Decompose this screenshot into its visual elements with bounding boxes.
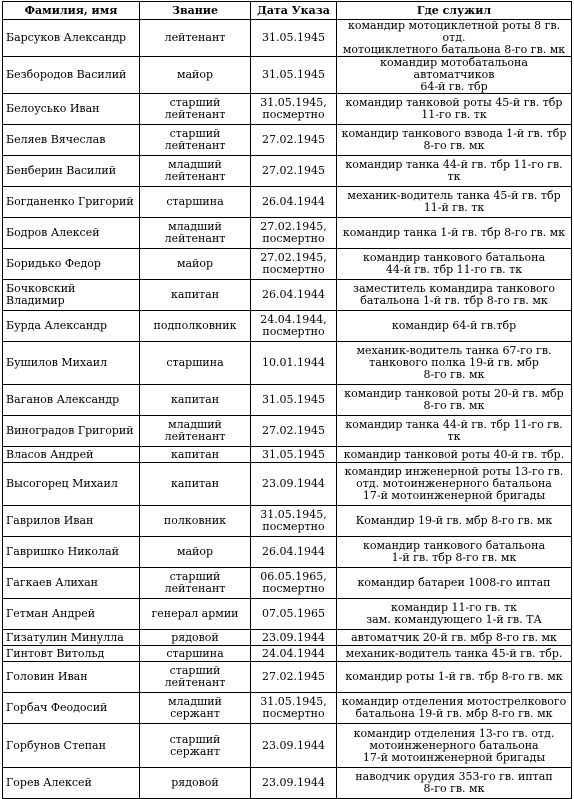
name-cell-text: Боридько Федор xyxy=(6,257,101,270)
rank-cell xyxy=(140,568,251,599)
table-row xyxy=(3,125,572,156)
date-cell-text: 10.01.1944 xyxy=(262,356,325,369)
place-cell-text: командир роты 1-й гв. тбр 8-го гв. мк xyxy=(345,670,563,683)
rank-cell xyxy=(140,630,251,646)
date-cell-text: 26.04.1944 xyxy=(262,195,325,208)
date-cell-text: 31.05.1945, посмертно xyxy=(260,695,327,720)
name-cell xyxy=(3,537,140,568)
place-cell xyxy=(337,463,572,506)
date-cell xyxy=(251,156,337,187)
place-cell xyxy=(337,416,572,447)
date-cell xyxy=(251,537,337,568)
place-cell xyxy=(337,218,572,249)
name-cell xyxy=(3,646,140,662)
date-cell-text: 23.09.1944 xyxy=(262,776,325,789)
rank-cell-text: капитан xyxy=(170,477,220,490)
rank-cell xyxy=(140,280,251,311)
name-cell xyxy=(3,506,140,537)
name-cell xyxy=(3,57,140,94)
table-row xyxy=(3,342,572,385)
place-cell xyxy=(337,57,572,94)
name-cell xyxy=(3,187,140,218)
rank-cell-text: старший лейтенант xyxy=(164,570,226,595)
rank-cell-text: старшина xyxy=(166,195,224,208)
name-cell-text: Высогорец Михаил xyxy=(6,477,118,490)
name-cell-text: Гинтовт Витольд xyxy=(6,646,105,660)
place-cell xyxy=(337,156,572,187)
date-cell-text: 23.09.1944 xyxy=(262,630,325,644)
place-cell-text: командир инженерной роты 13-го гв. отд. мотоинженерного батальона 17-й мотоинженерной бригады xyxy=(344,465,564,502)
rank-cell xyxy=(140,599,251,630)
date-cell xyxy=(251,218,337,249)
place-cell-text: командир 11-го гв. тк зам. командующего 1-й гв. ТА xyxy=(366,601,542,626)
place-cell-text: командир мотобатальона автоматчиков 64-й гв. тбр xyxy=(380,56,528,93)
date-cell xyxy=(251,724,337,768)
rank-cell xyxy=(140,94,251,125)
rank-cell-text: младший лейтенант xyxy=(164,418,226,443)
name-cell xyxy=(3,662,140,693)
name-cell-text: Барсуков Александр xyxy=(6,31,127,44)
date-cell xyxy=(251,280,337,311)
name-cell-text: Бодров Алексей xyxy=(6,226,100,239)
place-cell-text: командир танка 44-й гв. тбр 11-го гв. тк xyxy=(345,418,563,443)
date-cell-text: 23.09.1944 xyxy=(262,477,325,490)
date-cell-text: 31.05.1945 xyxy=(262,447,325,461)
place-cell-text: командир танкового батальона 44-й гв. тбр 11-го гв. тк xyxy=(362,251,546,276)
rank-cell xyxy=(140,57,251,94)
table-row xyxy=(3,662,572,693)
rank-cell-text: майор xyxy=(176,68,214,81)
place-cell-text: командир отделения мотострелкового батальона 19-й гв. мбр 8-го гв. мк xyxy=(341,695,567,720)
place-cell-text: командир 64-й гв.тбр xyxy=(391,319,517,332)
name-cell xyxy=(3,249,140,280)
date-cell-text: 27.02.1945 xyxy=(262,133,325,146)
name-cell xyxy=(3,463,140,506)
rank-cell xyxy=(140,20,251,57)
table-row xyxy=(3,416,572,447)
rank-cell-text: майор xyxy=(176,545,214,558)
place-cell-text: командир танка 1-й гв. тбр 8-го гв. мк xyxy=(342,226,566,239)
table-row xyxy=(3,187,572,218)
date-cell xyxy=(251,662,337,693)
name-cell xyxy=(3,311,140,342)
name-cell xyxy=(3,94,140,125)
place-cell xyxy=(337,280,572,311)
date-cell-text: 24.04.1944, посмертно xyxy=(260,313,327,338)
table-row xyxy=(3,94,572,125)
rank-cell-text: старшина xyxy=(166,356,224,369)
table-row xyxy=(3,447,572,463)
place-cell xyxy=(337,537,572,568)
name-cell xyxy=(3,385,140,416)
date-cell xyxy=(251,385,337,416)
rank-cell-text: рядовой xyxy=(171,776,219,789)
place-cell xyxy=(337,599,572,630)
date-cell xyxy=(251,447,337,463)
rank-cell-text: полковник xyxy=(163,514,227,527)
date-cell xyxy=(251,416,337,447)
rank-cell xyxy=(140,249,251,280)
rank-cell xyxy=(140,416,251,447)
name-cell-text: Беляев Вячеслав xyxy=(6,133,106,146)
place-cell-text: командир танковой роты 40-й гв. тбр. xyxy=(343,447,565,461)
name-cell xyxy=(3,218,140,249)
place-cell-text: командир танкового взвода 1-й гв. тбр 8-го гв. мк xyxy=(341,127,567,152)
name-cell xyxy=(3,342,140,385)
place-cell xyxy=(337,447,572,463)
date-cell xyxy=(251,94,337,125)
place-cell-text: командир танковой роты 20-й гв. мбр 8-го гв. мк xyxy=(344,387,564,412)
date-cell-text: 31.05.1945, посмертно xyxy=(260,96,327,121)
date-cell-text: 07.05.1965 xyxy=(262,607,325,620)
place-cell xyxy=(337,385,572,416)
table-row xyxy=(3,724,572,768)
place-cell-text: командир танковой роты 45-й гв. тбр 11-го гв. тк xyxy=(345,96,563,121)
name-cell xyxy=(3,156,140,187)
name-cell-text: Бурда Александр xyxy=(6,319,107,332)
name-cell-text: Бенберин Василий xyxy=(6,164,117,177)
place-cell-text: командир мотоциклетной роты 8 гв. отд. мотоциклетного батальона 8-го гв. мк xyxy=(342,19,566,56)
table-body xyxy=(3,20,572,799)
place-cell-text: заместитель командира танкового батальона 1-й гв. тбр 8-го гв. мк xyxy=(352,282,556,307)
rank-cell xyxy=(140,506,251,537)
name-cell-text: Гавришко Николай xyxy=(6,545,119,558)
rank-cell xyxy=(140,447,251,463)
name-cell-text: Гизатулин Минулла xyxy=(6,630,124,644)
table-row xyxy=(3,506,572,537)
rank-cell-text: генерал армии xyxy=(151,607,239,620)
name-cell-text: Гагкаев Алихан xyxy=(6,576,98,589)
place-cell xyxy=(337,630,572,646)
date-cell xyxy=(251,463,337,506)
rank-cell-text: лейтенант xyxy=(164,31,226,44)
name-cell xyxy=(3,724,140,768)
date-cell-text: 26.04.1944 xyxy=(262,288,325,301)
name-cell xyxy=(3,630,140,646)
place-cell xyxy=(337,724,572,768)
table-row xyxy=(3,568,572,599)
rank-cell xyxy=(140,463,251,506)
name-cell-text: Безбородов Василий xyxy=(6,68,127,81)
table-row xyxy=(3,537,572,568)
header-place: Где служил xyxy=(337,2,572,20)
date-cell xyxy=(251,568,337,599)
rank-cell xyxy=(140,218,251,249)
table-row xyxy=(3,57,572,94)
date-cell-text: 27.02.1945, посмертно xyxy=(260,220,327,245)
header-date: Дата Указа xyxy=(251,2,337,20)
date-cell xyxy=(251,342,337,385)
name-cell-text: Гаврилов Иван xyxy=(6,514,94,527)
place-cell-text: наводчик орудия 353-го гв. иптап 8-го гв. мк xyxy=(355,770,553,795)
rank-cell-text: старший лейтенант xyxy=(164,96,226,121)
table-row xyxy=(3,311,572,342)
name-cell xyxy=(3,20,140,57)
place-cell xyxy=(337,342,572,385)
place-cell xyxy=(337,20,572,57)
place-cell xyxy=(337,568,572,599)
place-cell xyxy=(337,249,572,280)
name-cell-text: Горбач Феодосий xyxy=(6,701,108,714)
rank-cell-text: младший лейтенант xyxy=(164,158,226,183)
rank-cell-text: майор xyxy=(176,257,214,270)
date-cell-text: 27.02.1945 xyxy=(262,670,325,683)
table-row xyxy=(3,20,572,57)
place-cell xyxy=(337,646,572,662)
rank-cell-text: рядовой xyxy=(171,630,219,644)
header-row xyxy=(3,2,572,20)
name-cell-text: Головин Иван xyxy=(6,670,88,683)
date-cell-text: 31.05.1945, посмертно xyxy=(260,508,327,533)
table-row xyxy=(3,249,572,280)
name-cell xyxy=(3,447,140,463)
name-cell-text: Горев Алексей xyxy=(6,776,92,789)
name-cell xyxy=(3,280,140,311)
table-row xyxy=(3,463,572,506)
table-row xyxy=(3,646,572,662)
name-cell-text: Виноградов Григорий xyxy=(6,424,134,437)
rank-cell-text: капитан xyxy=(170,288,220,301)
rank-cell xyxy=(140,693,251,724)
rank-cell xyxy=(140,342,251,385)
rank-cell-text: старший сержант xyxy=(169,732,221,758)
rank-cell-text: капитан xyxy=(170,393,220,406)
rank-cell-text: старшина xyxy=(166,646,224,660)
place-cell xyxy=(337,768,572,799)
name-cell-text: Бушилов Михаил xyxy=(6,356,108,369)
date-cell-text: 27.02.1945 xyxy=(262,424,325,437)
table-row xyxy=(3,156,572,187)
place-cell xyxy=(337,506,572,537)
date-cell xyxy=(251,630,337,646)
rank-cell-text: подполковник xyxy=(153,319,237,332)
place-cell-text: механик-водитель танка 67-го гв. танкового полка 19-й гв. мбр 8-го гв. мк xyxy=(356,344,552,381)
place-cell xyxy=(337,125,572,156)
place-cell-text: командир батареи 1008-го иптап xyxy=(357,576,551,589)
date-cell xyxy=(251,187,337,218)
place-cell-text: командир танка 44-й гв. тбр 11-го гв. тк xyxy=(345,158,563,183)
rank-cell-text: старший лейтенант xyxy=(164,664,226,689)
table-row xyxy=(3,385,572,416)
date-cell-text: 06.05.1965, посмертно xyxy=(260,570,327,595)
place-cell xyxy=(337,187,572,218)
place-cell-text: командир танкового батальона 1-й гв. тбр 8-го гв. мк xyxy=(362,539,546,564)
rank-cell xyxy=(140,187,251,218)
date-cell-text: 31.05.1945 xyxy=(262,31,325,44)
place-cell xyxy=(337,662,572,693)
place-cell-text: механик-водитель танка 45-й гв. тбр 11-й гв. тк xyxy=(347,189,561,214)
name-cell xyxy=(3,568,140,599)
date-cell-text: 31.05.1945 xyxy=(262,68,325,81)
table-row xyxy=(3,218,572,249)
date-cell xyxy=(251,249,337,280)
rank-cell xyxy=(140,537,251,568)
date-cell-text: 24.04.1944 xyxy=(262,646,325,660)
name-cell-text: Ваганов Александр xyxy=(6,393,120,406)
rank-cell xyxy=(140,662,251,693)
date-cell xyxy=(251,125,337,156)
rank-cell xyxy=(140,768,251,799)
rank-cell xyxy=(140,156,251,187)
rank-cell xyxy=(140,125,251,156)
place-cell-text: автоматчик 20-й гв. мбр 8-го гв. мк xyxy=(351,630,557,644)
rank-cell-text: капитан xyxy=(170,447,220,461)
date-cell xyxy=(251,599,337,630)
date-cell-text: 26.04.1944 xyxy=(262,545,325,558)
rank-cell xyxy=(140,385,251,416)
name-cell-text: Бочковский Владимир xyxy=(6,282,76,307)
date-cell xyxy=(251,768,337,799)
name-cell xyxy=(3,125,140,156)
name-cell xyxy=(3,416,140,447)
place-cell-text: командир отделения 13-го гв. отд. мотоинженерного батальона 17-й мотоинженерной бригады xyxy=(353,726,555,764)
table-row xyxy=(3,693,572,724)
rank-cell-text: младший лейтенант xyxy=(164,220,226,245)
table-row xyxy=(3,599,572,630)
date-cell xyxy=(251,646,337,662)
name-cell xyxy=(3,599,140,630)
date-cell-text: 23.09.1944 xyxy=(262,738,325,752)
name-cell-text: Богданенко Григорий xyxy=(6,195,134,208)
name-cell-text: Белоусько Иван xyxy=(6,102,100,115)
name-cell-text: Горбунов Степан xyxy=(6,738,106,752)
date-cell xyxy=(251,311,337,342)
place-cell xyxy=(337,693,572,724)
name-cell-text: Гетман Андрей xyxy=(6,607,96,620)
rank-cell-text: младший сержант xyxy=(168,695,222,720)
table-row xyxy=(3,630,572,646)
heroes-table xyxy=(2,1,572,799)
rank-cell xyxy=(140,311,251,342)
name-cell xyxy=(3,693,140,724)
name-cell xyxy=(3,768,140,799)
date-cell xyxy=(251,57,337,94)
rank-cell xyxy=(140,724,251,768)
place-cell-text: Командир 19-й гв. мбр 8-го гв. мк xyxy=(355,514,553,527)
date-cell xyxy=(251,506,337,537)
rank-cell-text: старший лейтенант xyxy=(164,127,226,152)
rank-cell xyxy=(140,646,251,662)
place-cell xyxy=(337,94,572,125)
date-cell-text: 27.02.1945, посмертно xyxy=(260,251,327,276)
date-cell xyxy=(251,20,337,57)
date-cell xyxy=(251,693,337,724)
place-cell-text: механик-водитель танка 45-й гв. тбр. xyxy=(345,646,563,660)
header-name: Фамилия, имя xyxy=(3,2,140,20)
table-row xyxy=(3,280,572,311)
date-cell-text: 31.05.1945 xyxy=(262,393,325,406)
name-cell-text: Власов Андрей xyxy=(6,447,94,461)
table-row xyxy=(3,768,572,799)
date-cell-text: 27.02.1945 xyxy=(262,164,325,177)
header-rank: Звание xyxy=(140,2,251,20)
place-cell xyxy=(337,311,572,342)
